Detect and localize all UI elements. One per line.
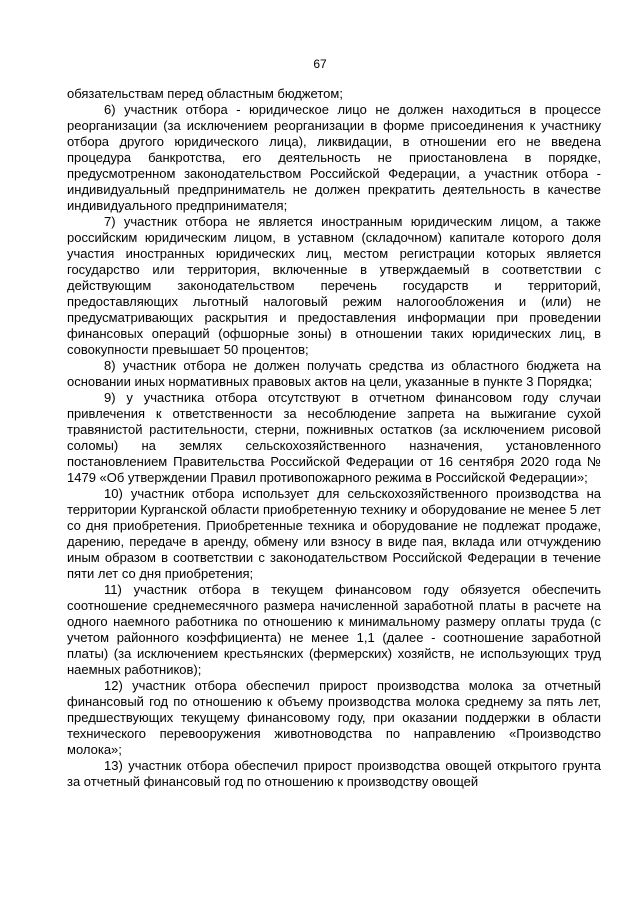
paragraph-item-8: 8) участник отбора не должен получать средства из областного бюджета на основании иных нормативных правовых актов на цели, указанные в пункте 3 Порядка;	[67, 358, 601, 389]
paragraph-item-12: 12) участник отбора обеспечил прирост производства молока за отчетный финансовый год по отношению к объему производства молока среднему за пять лет, предшествующих текущему финансовому году, при оказании поддержки в области технического перевооружения животноводства по направлению «Производство молока»;	[67, 678, 601, 757]
paragraph-item-11: 11) участник отбора в текущем финансовом году обязуется обеспечить соотношение среднемесячного размера начисленной заработной платы в расчете на одного наемного работника по отношению к минимальному размеру оплаты труда (с учетом районного коэффициента) не менее 1,1 (далее - соотношение заработной платы) (за исключением крестьянских (фермерских) хозяйств, не использующих труд наемных работников);	[67, 582, 601, 677]
paragraph-item-13: 13) участник отбора обеспечил прирост производства овощей открытого грунта за отчетный финансовый год по отношению к производству овощей	[67, 758, 601, 789]
document-body	[67, 86, 601, 790]
page-number: 67	[313, 57, 327, 71]
paragraph-item-9: 9) у участника отбора отсутствуют в отчетном финансовом году случаи привлечения к ответственности за несоблюдение запрета на выжигание сухой травянистой растительности, стерни, пожнивных остатков (за исключением рисовой соломы) на землях сельскохозяйственного назначения, установленного постановлением Правительства Российской Федерации от 16 сентября 2020 года № 1479 «Об утверждении Правил противопожарного режима в Российской Федерации»;	[67, 390, 601, 485]
paragraph-item-6: 6) участник отбора - юридическое лицо не должен находиться в процессе реорганизации (за исключением реорганизации в форме присоединения к участнику отбора другого юридического лица), ликвидации, в отношении его не введена процедура банкротства, его деятельность не приостановлена в порядке, предусмотренном законодательством Российской Федерации, а участник отбора - индивидуальный предприниматель не должен прекратить деятельность в качестве индивидуального предпринимателя;	[67, 102, 601, 213]
paragraph-item-10: 10) участник отбора использует для сельскохозяйственного производства на территории Курганской области приобретенную технику и оборудование не менее 5 лет со дня приобретения. Приобретенные техника и оборудование не подлежат продаже, дарению, передаче в аренду, обмену или взносу в виде пая, вклада или отчуждению иным образом в соответствии с законодательством Российской Федерации в течение пяти лет со дня приобретения;	[67, 486, 601, 581]
paragraph-item-7: 7) участник отбора не является иностранным юридическим лицом, а также российским юридическим лицом, в уставном (складочном) капитале которого доля участия иностранных юридических лиц, местом регистрации которых является государство или территория, включенные в утверждаемый в соответствии с действующим законодательством перечень государств и территорий, предоставляющих льготный налоговый режим налогообложения и (или) не предусматривающих раскрытия и предоставления информации при проведении финансовых операций (офшорные зоны) в отношении таких юридических лиц, в совокупности превышает 50 процентов;	[67, 214, 601, 357]
paragraph-continuation: обязательствам перед областным бюджетом;	[67, 86, 343, 101]
